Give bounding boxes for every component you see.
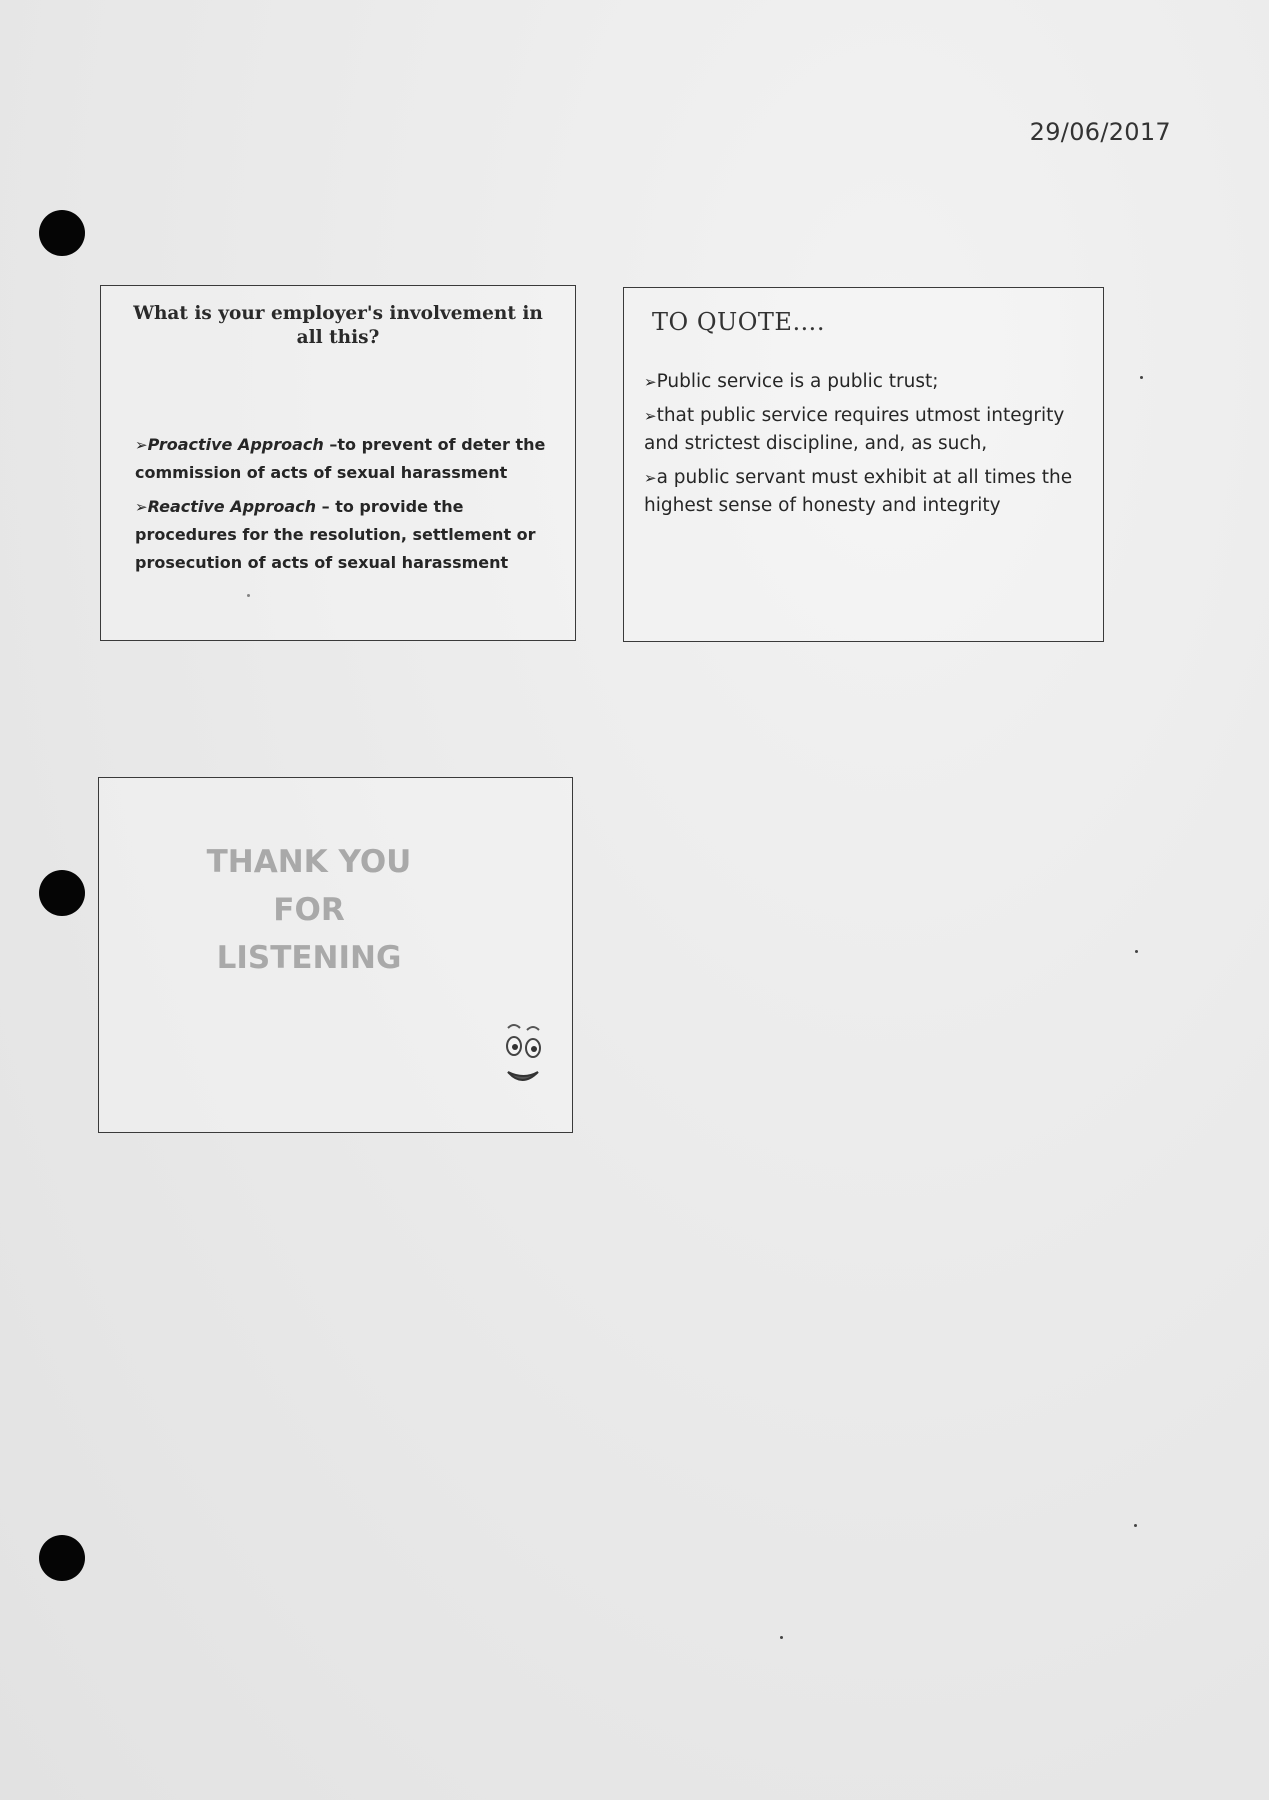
- smiley-face-icon: [494, 1014, 550, 1110]
- arrow-bullet-icon: ➢: [644, 469, 657, 487]
- slide-employer-involvement: [100, 285, 576, 641]
- arrow-bullet-icon: ➢: [644, 373, 657, 391]
- thank-you-line: FOR: [273, 892, 345, 928]
- scan-speck: [780, 1636, 783, 1639]
- scan-speck: [1140, 376, 1143, 379]
- arrow-bullet-icon: ➢: [135, 498, 148, 516]
- bullet-label: Proactive Approach: [147, 435, 324, 454]
- bullet-reactive: [135, 493, 557, 577]
- bullet-item: [644, 464, 1093, 520]
- slide-thank-you: [98, 777, 573, 1133]
- arrow-bullet-icon: ➢: [135, 436, 148, 454]
- bullet-text: that public service requires utmost integrity and strictest discipline, and, as such,: [644, 405, 1065, 454]
- thank-you-message: [199, 838, 419, 982]
- scan-speck: [1134, 1524, 1137, 1527]
- bullet-label: Reactive Approach: [147, 497, 317, 516]
- page-date: 29/06/2017: [1029, 118, 1171, 146]
- thank-you-line: LISTENING: [216, 940, 402, 976]
- punch-hole: [39, 1535, 85, 1581]
- bullet-proactive: [135, 431, 557, 487]
- slide-title: TO QUOTE….: [652, 308, 826, 336]
- bullet-text: Public service is a public trust;: [656, 371, 939, 392]
- bullet-item: [644, 402, 1093, 458]
- punch-hole: [39, 210, 85, 256]
- bullet-text: – to provide the procedures for the resolution, settlement or prosecution of acts of sexual harassment: [135, 497, 536, 572]
- punch-hole: [39, 870, 85, 916]
- bullet-list: [135, 431, 557, 583]
- slide-to-quote: [623, 287, 1104, 642]
- bullet-item: [644, 368, 1093, 396]
- bullet-text: a public servant must exhibit at all times the highest sense of honesty and integrity: [644, 467, 1073, 516]
- scan-speck: [1135, 950, 1138, 953]
- arrow-bullet-icon: ➢: [644, 407, 657, 425]
- thank-you-line: THANK YOU: [206, 844, 412, 880]
- bullet-text: –to prevent of deter the commission of acts of sexual harassment: [135, 435, 546, 482]
- slide-title: What is your employer's involvement in all this?: [133, 303, 543, 348]
- bullet-list: [644, 368, 1093, 526]
